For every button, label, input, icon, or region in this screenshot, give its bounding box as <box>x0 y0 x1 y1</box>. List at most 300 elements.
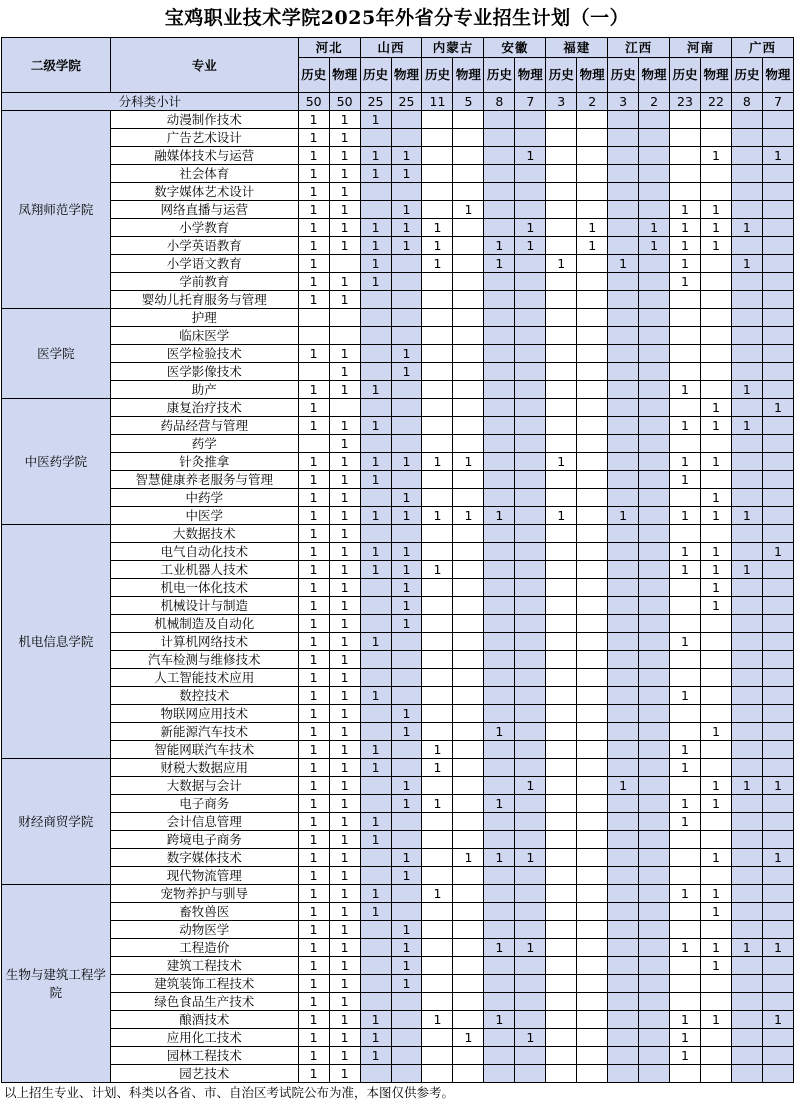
plan-cell <box>515 579 546 597</box>
plan-cell <box>577 543 608 561</box>
plan-cell <box>546 777 577 795</box>
major-name: 数字媒体技术 <box>110 849 298 867</box>
plan-cell: 1 <box>360 255 391 273</box>
plan-cell <box>484 597 515 615</box>
plan-cell: 1 <box>298 417 329 435</box>
plan-cell <box>608 1065 639 1083</box>
plan-cell <box>608 111 639 129</box>
major-name: 汽车检测与维修技术 <box>110 651 298 669</box>
plan-cell <box>360 705 391 723</box>
plan-cell <box>453 327 484 345</box>
plan-cell <box>577 885 608 903</box>
plan-cell <box>453 777 484 795</box>
plan-cell: 1 <box>453 453 484 471</box>
plan-cell <box>391 471 422 489</box>
plan-cell <box>360 435 391 453</box>
plan-cell <box>762 327 793 345</box>
major-name: 中医学 <box>110 507 298 525</box>
table-row <box>2 525 794 543</box>
plan-cell <box>546 687 577 705</box>
plan-cell <box>422 525 453 543</box>
plan-cell: 1 <box>700 237 731 255</box>
plan-cell: 1 <box>670 939 701 957</box>
plan-cell <box>329 327 360 345</box>
plan-cell: 1 <box>329 921 360 939</box>
plan-cell: 1 <box>329 417 360 435</box>
footnote: 以上招生专业、计划、科类以各省、市、自治区考试院公布为准，本图仅供参考。 <box>4 1085 455 1100</box>
plan-cell <box>577 705 608 723</box>
plan-cell <box>608 633 639 651</box>
plan-cell <box>515 525 546 543</box>
plan-cell <box>762 579 793 597</box>
plan-cell: 1 <box>329 741 360 759</box>
plan-cell <box>608 759 639 777</box>
plan-cell <box>484 417 515 435</box>
plan-cell <box>670 615 701 633</box>
plan-cell <box>422 615 453 633</box>
plan-cell <box>608 921 639 939</box>
plan-cell: 1 <box>298 741 329 759</box>
subtotal-value: 25 <box>360 93 391 111</box>
plan-cell <box>700 165 731 183</box>
plan-cell <box>484 705 515 723</box>
plan-cell <box>731 183 762 201</box>
physics-subheader: 物理 <box>700 58 731 93</box>
plan-cell <box>731 129 762 147</box>
plan-cell: 1 <box>762 543 793 561</box>
major-name: 酿酒技术 <box>110 1011 298 1029</box>
plan-cell <box>639 111 670 129</box>
plan-cell <box>639 1011 670 1029</box>
plan-cell <box>453 1011 484 1029</box>
plan-cell <box>546 489 577 507</box>
plan-cell: 1 <box>391 165 422 183</box>
major-name: 智能网联汽车技术 <box>110 741 298 759</box>
plan-cell <box>546 975 577 993</box>
plan-cell <box>577 363 608 381</box>
plan-cell <box>670 705 701 723</box>
province-header <box>422 38 484 58</box>
plan-cell: 1 <box>391 579 422 597</box>
plan-cell <box>484 165 515 183</box>
plan-cell <box>762 381 793 399</box>
plan-cell <box>484 201 515 219</box>
plan-cell <box>453 579 484 597</box>
plan-cell <box>484 633 515 651</box>
plan-cell <box>639 435 670 453</box>
table-row <box>2 741 794 759</box>
province-header <box>546 38 608 58</box>
plan-cell <box>577 867 608 885</box>
plan-cell <box>731 741 762 759</box>
plan-cell: 1 <box>360 831 391 849</box>
table-row <box>2 543 794 561</box>
plan-cell <box>731 489 762 507</box>
plan-cell <box>731 399 762 417</box>
plan-cell <box>453 975 484 993</box>
plan-cell: 1 <box>453 201 484 219</box>
plan-cell: 1 <box>329 183 360 201</box>
plan-cell <box>391 1065 422 1083</box>
plan-cell <box>670 165 701 183</box>
plan-cell: 1 <box>360 903 391 921</box>
plan-cell <box>700 309 731 327</box>
major-name: 园林工程技术 <box>110 1047 298 1065</box>
plan-cell <box>422 597 453 615</box>
plan-cell <box>329 309 360 327</box>
table-row <box>2 291 794 309</box>
history-subheader: 历史 <box>484 58 515 93</box>
college-name: 医学院 <box>2 309 111 399</box>
plan-cell <box>762 759 793 777</box>
plan-cell: 1 <box>422 255 453 273</box>
table-row <box>2 417 794 435</box>
table-row <box>2 1029 794 1047</box>
plan-cell <box>422 201 453 219</box>
plan-cell <box>391 885 422 903</box>
history-subheader: 历史 <box>670 58 701 93</box>
plan-cell <box>453 1065 484 1083</box>
plan-cell <box>422 273 453 291</box>
plan-cell <box>731 633 762 651</box>
plan-cell: 1 <box>329 687 360 705</box>
plan-cell <box>360 615 391 633</box>
plan-cell <box>762 489 793 507</box>
plan-cell: 1 <box>329 147 360 165</box>
plan-cell: 1 <box>298 561 329 579</box>
plan-cell: 1 <box>329 111 360 129</box>
plan-cell: 1 <box>360 219 391 237</box>
plan-cell <box>731 669 762 687</box>
plan-cell: 1 <box>298 885 329 903</box>
plan-cell: 1 <box>298 525 329 543</box>
table-row <box>2 687 794 705</box>
plan-cell <box>391 183 422 201</box>
plan-cell <box>670 309 701 327</box>
plan-cell: 1 <box>298 651 329 669</box>
plan-cell <box>484 1047 515 1065</box>
plan-cell <box>515 363 546 381</box>
plan-cell: 1 <box>298 831 329 849</box>
plan-cell <box>670 1065 701 1083</box>
plan-cell: 1 <box>546 255 577 273</box>
plan-cell: 1 <box>391 489 422 507</box>
subtotal-value: 50 <box>329 93 360 111</box>
table-row <box>2 759 794 777</box>
major-name: 宠物养护与驯导 <box>110 885 298 903</box>
plan-cell <box>670 489 701 507</box>
plan-cell: 1 <box>762 1011 793 1029</box>
plan-cell: 1 <box>329 507 360 525</box>
plan-cell <box>546 525 577 543</box>
plan-cell <box>422 687 453 705</box>
plan-cell <box>639 453 670 471</box>
subtotal-value: 3 <box>608 93 639 111</box>
plan-cell <box>577 435 608 453</box>
plan-cell: 1 <box>515 219 546 237</box>
major-name: 电气自动化技术 <box>110 543 298 561</box>
plan-cell <box>515 309 546 327</box>
plan-cell <box>391 813 422 831</box>
plan-cell <box>639 381 670 399</box>
plan-cell <box>670 975 701 993</box>
major-name: 药品经营与管理 <box>110 417 298 435</box>
plan-cell <box>422 705 453 723</box>
plan-cell <box>546 345 577 363</box>
plan-cell: 1 <box>700 903 731 921</box>
physics-subheader: 物理 <box>453 58 484 93</box>
physics-subheader: 物理 <box>391 58 422 93</box>
plan-cell: 1 <box>329 435 360 453</box>
subtotal-value: 25 <box>391 93 422 111</box>
plan-cell <box>453 345 484 363</box>
plan-cell <box>762 435 793 453</box>
plan-cell <box>546 651 577 669</box>
plan-cell <box>670 849 701 867</box>
plan-cell <box>762 453 793 471</box>
plan-cell <box>515 1065 546 1083</box>
plan-cell <box>546 201 577 219</box>
plan-cell <box>484 273 515 291</box>
plan-cell: 1 <box>360 813 391 831</box>
plan-cell <box>422 183 453 201</box>
plan-cell: 1 <box>360 543 391 561</box>
plan-cell: 1 <box>298 993 329 1011</box>
plan-cell: 1 <box>298 813 329 831</box>
plan-cell: 1 <box>329 471 360 489</box>
plan-cell <box>515 183 546 201</box>
plan-cell <box>639 903 670 921</box>
plan-cell <box>639 705 670 723</box>
plan-cell: 1 <box>298 705 329 723</box>
plan-cell <box>700 345 731 363</box>
table-row <box>2 867 794 885</box>
plan-cell <box>422 111 453 129</box>
table-row <box>2 723 794 741</box>
plan-cell <box>731 1047 762 1065</box>
plan-cell <box>422 489 453 507</box>
plan-cell <box>515 201 546 219</box>
plan-cell: 1 <box>298 795 329 813</box>
plan-cell <box>639 813 670 831</box>
plan-cell: 1 <box>731 561 762 579</box>
plan-cell <box>608 813 639 831</box>
plan-cell <box>484 975 515 993</box>
plan-cell: 1 <box>391 237 422 255</box>
plan-cell: 1 <box>670 219 701 237</box>
plan-cell: 1 <box>700 1011 731 1029</box>
plan-cell: 1 <box>484 237 515 255</box>
plan-cell <box>608 363 639 381</box>
plan-cell <box>546 363 577 381</box>
plan-cell <box>484 957 515 975</box>
plan-cell: 1 <box>329 669 360 687</box>
plan-cell <box>484 813 515 831</box>
plan-cell <box>731 345 762 363</box>
plan-cell <box>391 903 422 921</box>
enrollment-plan-table <box>1 37 794 1083</box>
plan-cell <box>670 525 701 543</box>
plan-cell: 1 <box>515 777 546 795</box>
plan-cell <box>422 471 453 489</box>
table-row <box>2 183 794 201</box>
physics-subheader: 物理 <box>329 58 360 93</box>
table-row <box>2 669 794 687</box>
major-name: 工业机器人技术 <box>110 561 298 579</box>
plan-cell: 1 <box>329 543 360 561</box>
plan-cell: 1 <box>329 1029 360 1047</box>
plan-cell <box>577 147 608 165</box>
table-row <box>2 345 794 363</box>
table-row <box>2 201 794 219</box>
plan-cell <box>422 957 453 975</box>
plan-cell: 1 <box>360 147 391 165</box>
plan-cell: 1 <box>329 651 360 669</box>
plan-cell: 1 <box>298 453 329 471</box>
plan-cell <box>391 651 422 669</box>
plan-cell <box>391 255 422 273</box>
plan-cell <box>762 309 793 327</box>
plan-cell <box>484 579 515 597</box>
plan-cell: 1 <box>670 759 701 777</box>
province-header <box>731 38 793 58</box>
plan-cell: 1 <box>329 345 360 363</box>
plan-cell: 1 <box>298 507 329 525</box>
plan-cell: 1 <box>360 759 391 777</box>
plan-cell <box>422 921 453 939</box>
plan-cell <box>608 705 639 723</box>
plan-cell <box>608 831 639 849</box>
plan-cell <box>762 867 793 885</box>
plan-cell: 1 <box>329 201 360 219</box>
plan-cell: 1 <box>360 417 391 435</box>
plan-cell <box>453 489 484 507</box>
table-row <box>2 795 794 813</box>
plan-cell <box>546 741 577 759</box>
plan-cell: 1 <box>700 777 731 795</box>
plan-cell <box>484 309 515 327</box>
plan-cell: 1 <box>670 273 701 291</box>
plan-cell <box>515 1011 546 1029</box>
plan-cell: 1 <box>298 615 329 633</box>
plan-cell <box>391 309 422 327</box>
table-row <box>2 849 794 867</box>
table-row <box>2 129 794 147</box>
plan-cell <box>391 435 422 453</box>
plan-cell <box>577 633 608 651</box>
plan-cell <box>422 309 453 327</box>
plan-cell <box>546 471 577 489</box>
plan-cell <box>360 597 391 615</box>
plan-cell: 1 <box>298 165 329 183</box>
plan-cell: 1 <box>700 597 731 615</box>
plan-cell <box>639 633 670 651</box>
plan-cell: 1 <box>700 957 731 975</box>
plan-cell: 1 <box>329 957 360 975</box>
plan-cell <box>515 795 546 813</box>
plan-cell: 1 <box>360 741 391 759</box>
plan-cell <box>391 1011 422 1029</box>
table-row <box>2 507 794 525</box>
table-row <box>2 903 794 921</box>
plan-cell <box>484 399 515 417</box>
plan-cell <box>700 921 731 939</box>
plan-cell: 1 <box>329 1065 360 1083</box>
plan-cell <box>762 507 793 525</box>
plan-cell <box>391 633 422 651</box>
plan-cell: 1 <box>329 813 360 831</box>
plan-cell <box>577 579 608 597</box>
plan-cell <box>731 525 762 543</box>
plan-cell <box>391 1047 422 1065</box>
plan-cell <box>391 831 422 849</box>
plan-cell <box>484 561 515 579</box>
plan-cell <box>731 543 762 561</box>
plan-cell: 1 <box>608 507 639 525</box>
plan-cell <box>700 651 731 669</box>
plan-cell <box>484 183 515 201</box>
plan-cell <box>453 903 484 921</box>
plan-cell <box>762 633 793 651</box>
page-title: 宝鸡职业技术学院2025年外省分专业招生计划（一） <box>164 7 630 29</box>
plan-cell <box>360 525 391 543</box>
plan-cell <box>577 849 608 867</box>
plan-cell <box>639 183 670 201</box>
plan-cell <box>762 201 793 219</box>
plan-cell <box>484 669 515 687</box>
table-row <box>2 165 794 183</box>
plan-cell <box>577 723 608 741</box>
plan-cell <box>762 903 793 921</box>
plan-cell <box>670 399 701 417</box>
plan-cell: 1 <box>484 723 515 741</box>
plan-cell <box>577 795 608 813</box>
plan-cell: 1 <box>329 489 360 507</box>
plan-cell <box>731 597 762 615</box>
plan-cell: 1 <box>391 201 422 219</box>
plan-cell <box>762 237 793 255</box>
plan-cell <box>762 1029 793 1047</box>
plan-cell <box>762 471 793 489</box>
table-row <box>2 633 794 651</box>
plan-cell <box>577 687 608 705</box>
major-name: 学前教育 <box>110 273 298 291</box>
plan-cell <box>484 453 515 471</box>
plan-cell <box>453 129 484 147</box>
province-name: 安徽 <box>501 40 529 55</box>
plan-cell: 1 <box>515 147 546 165</box>
plan-cell <box>762 129 793 147</box>
plan-cell <box>577 525 608 543</box>
table-row <box>2 399 794 417</box>
plan-cell <box>484 903 515 921</box>
plan-cell <box>700 327 731 345</box>
plan-cell: 1 <box>298 543 329 561</box>
table-row <box>2 561 794 579</box>
table-row <box>2 1011 794 1029</box>
plan-cell <box>731 1029 762 1047</box>
plan-cell: 1 <box>700 489 731 507</box>
table-row <box>2 651 794 669</box>
plan-cell: 1 <box>329 633 360 651</box>
plan-cell: 1 <box>391 975 422 993</box>
plan-cell <box>700 1047 731 1065</box>
plan-cell: 1 <box>422 795 453 813</box>
plan-cell <box>360 957 391 975</box>
plan-cell <box>453 561 484 579</box>
plan-cell <box>422 939 453 957</box>
plan-cell <box>639 345 670 363</box>
